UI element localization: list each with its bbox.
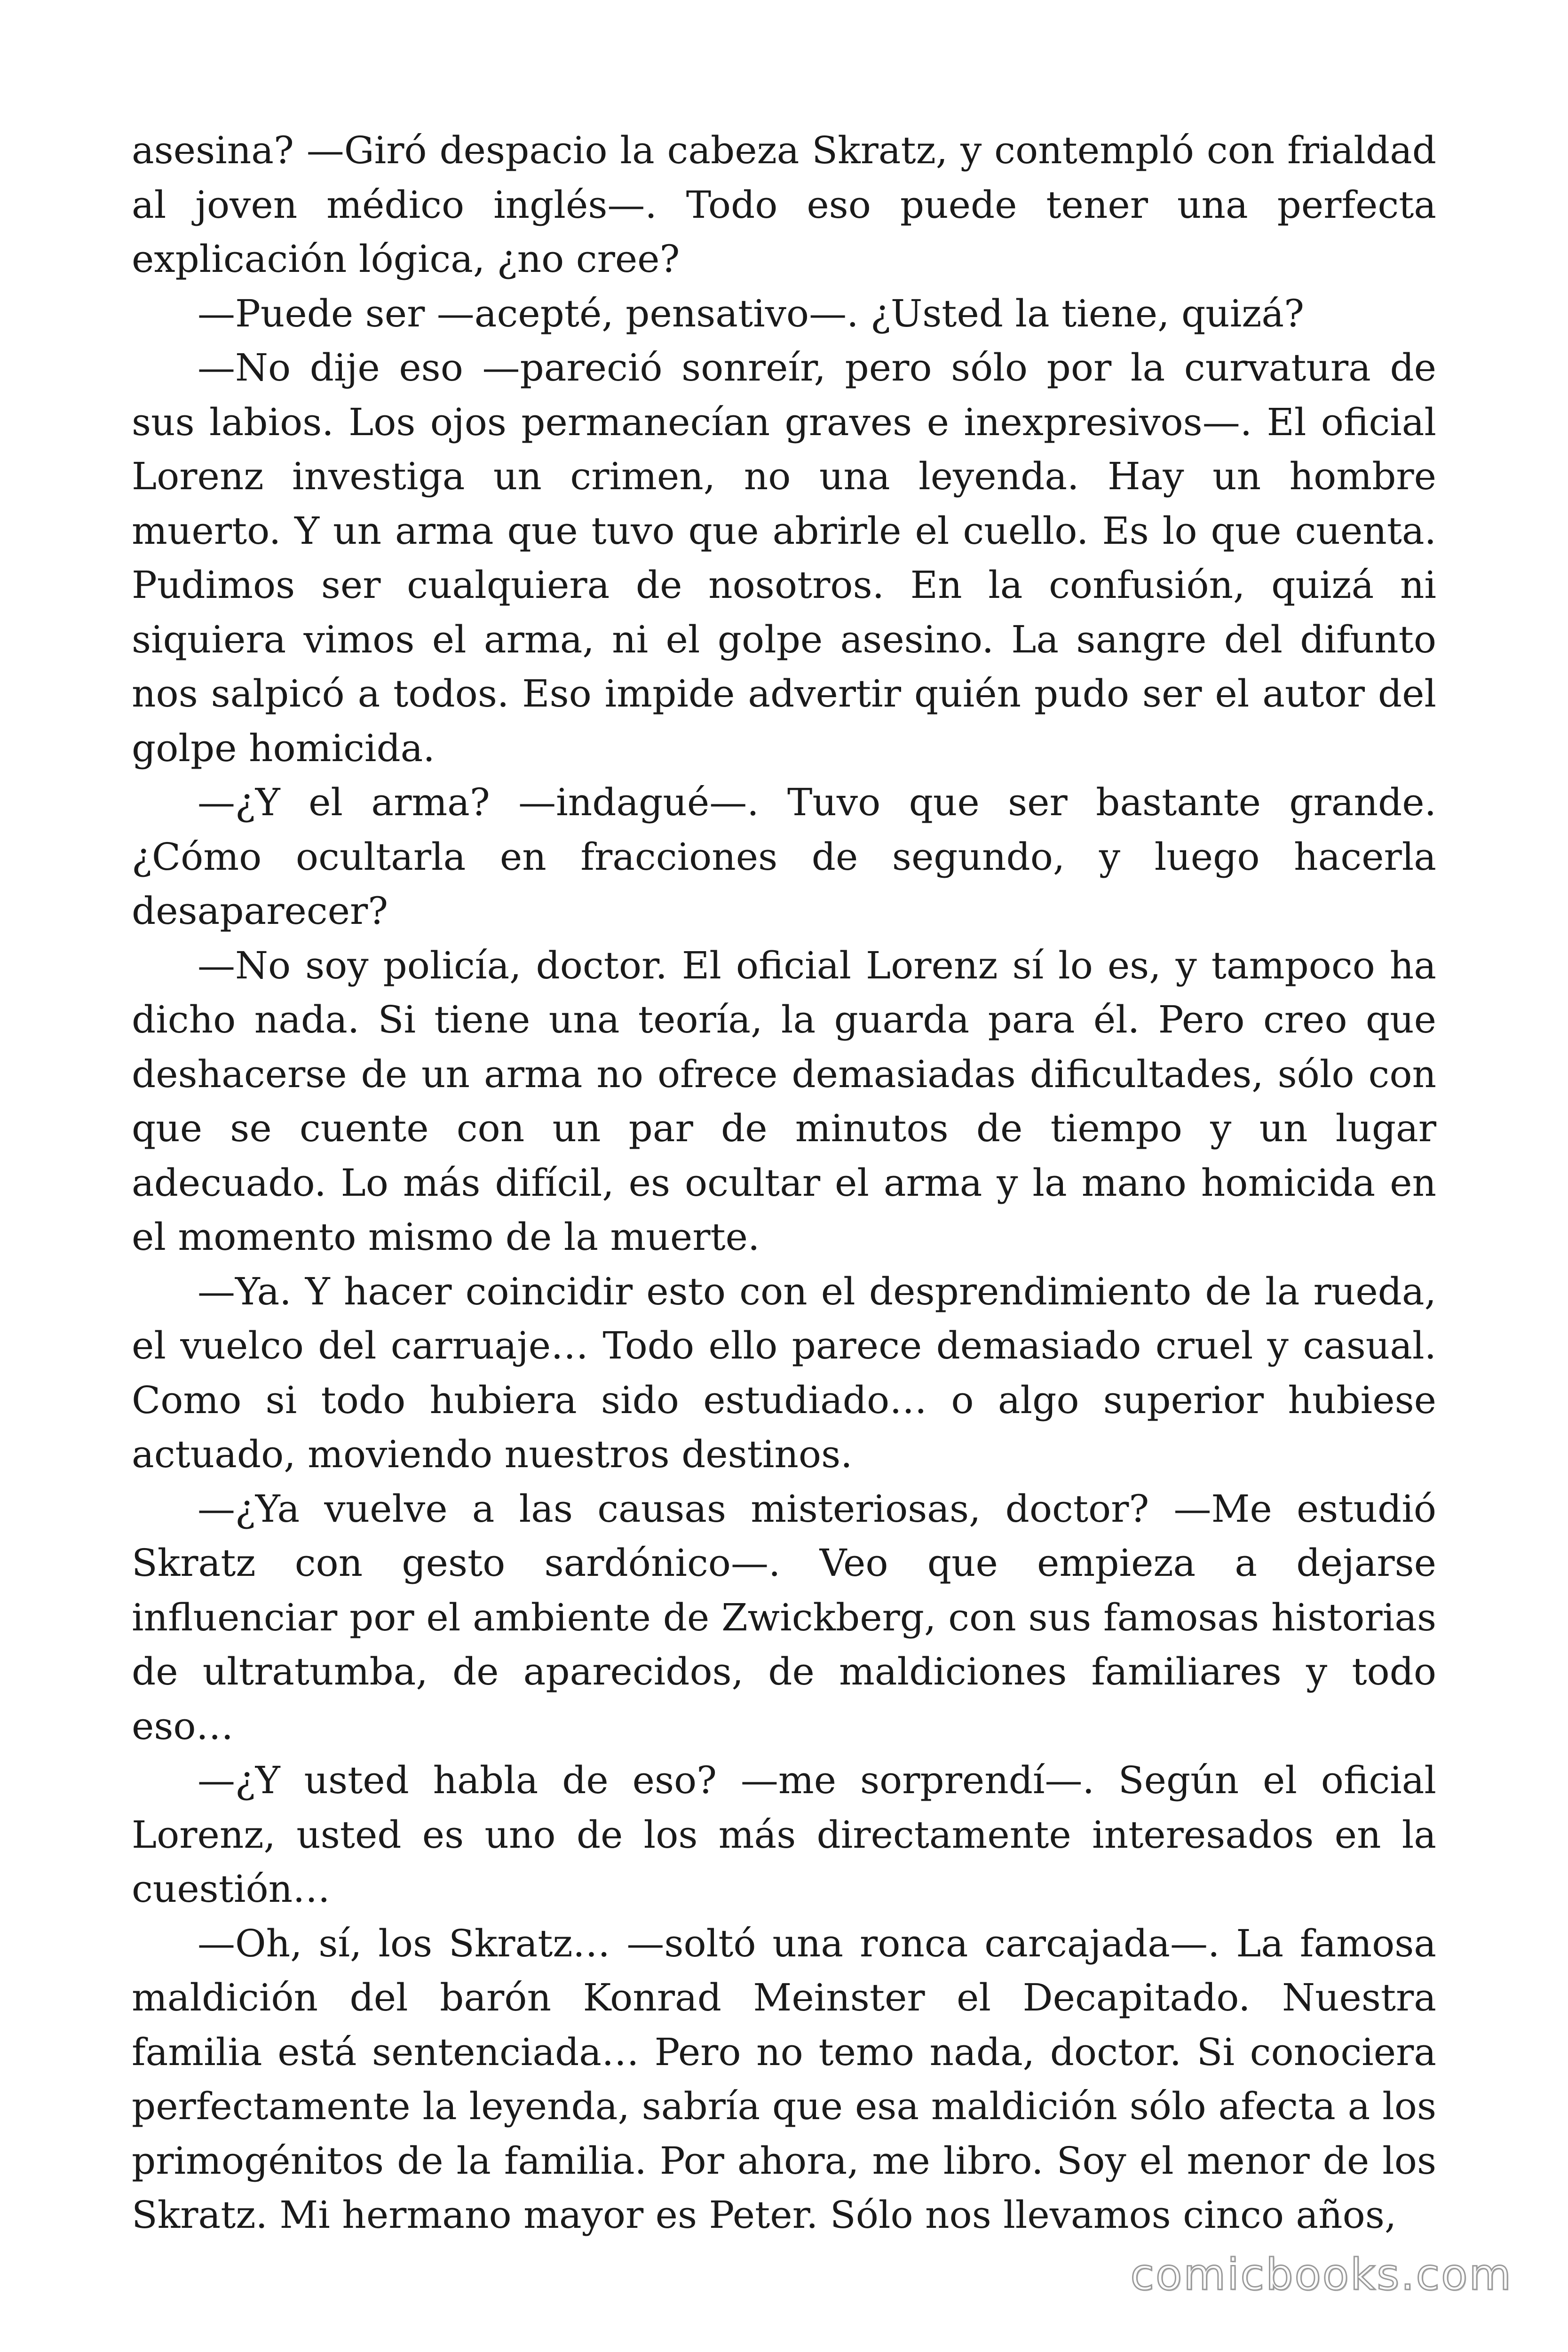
paragraph: —¿Ya vuelve a las causas misteriosas, doctor? —Me estudió Skratz con gesto sardónico—. Veo que empieza a dejarse influenciar por el ambiente de Zwickberg, con sus famosas historias de ultratumba, de aparecidos, de maldiciones familiares y todo eso…	[132, 1486, 1436, 1748]
paragraph: —Puede ser —acepté, pensativo—. ¿Usted la tiene, quizá?	[198, 291, 1305, 335]
paragraph: —¿Y el arma? —indagué—. Tuvo que ser bastante grande. ¿Cómo ocultarla en fracciones de segundo, y luego hacerla desaparecer?	[132, 780, 1436, 933]
paragraph: —¿Y usted habla de eso? —me sorprendí—. Según el oficial Lorenz, usted es uno de los más directamente interesados en la cuestión…	[132, 1758, 1436, 1911]
paragraph: —Ya. Y hacer coincidir esto con el desprendimiento de la rueda, el vuelco del carruaje… Todo ello parece demasiado cruel y casual. Como si todo hubiera sido estudiado… o algo superior hubiese actuado, moviendo nuestros destinos.	[132, 1269, 1436, 1476]
paragraph: —No dije eso —pareció sonreír, pero sólo por la curvatura de sus labios. Los ojos permanecían graves e inexpresivos—. El oficial Lorenz investiga un crimen, no una leyenda. Hay un hombre muerto. Y un arma que tuvo que abrirle el cuello. Es lo que cuenta. Pudimos ser cualquiera de nosotros. En la confusión, quizá ni siquiera vimos el arma, ni el golpe asesino. La sangre del difunto nos salpicó a todos. Eso impide advertir quién pudo ser el autor del golpe homicida.	[132, 346, 1436, 770]
paragraph: —No soy policía, doctor. El oficial Lorenz sí lo es, y tampoco ha dicho nada. Si tiene una teoría, la guarda para él. Pero creo que deshacerse de un arma no ofrece demasiadas dificultades, sólo con que se cuente con un par de minutos de tiempo y un lugar adecuado. Lo más difícil, es ocultar el arma y la mano homicida en el momento mismo de la muerte.	[132, 943, 1436, 1259]
watermark: comicbooks.com	[1130, 2249, 1513, 2300]
body-text	[132, 123, 1436, 2242]
paragraph: —Oh, sí, los Skratz… —soltó una ronca carcajada—. La famosa maldición del barón Konrad Meinster el Decapitado. Nuestra familia está sentenciada… Pero no temo nada, doctor. Si conociera perfectamente la leyenda, sabría que esa maldición sólo afecta a los primogénitos de la familia. Por ahora, me libro. Soy el menor de los Skratz. Mi hermano mayor es Peter. Sólo nos llevamos cinco años,	[132, 1921, 1436, 2237]
paragraph: asesina? —Giró despacio la cabeza Skratz, y contempló con frialdad al joven médico inglés—. Todo eso puede tener una perfecta explicación lógica, ¿no cree?	[132, 128, 1436, 281]
